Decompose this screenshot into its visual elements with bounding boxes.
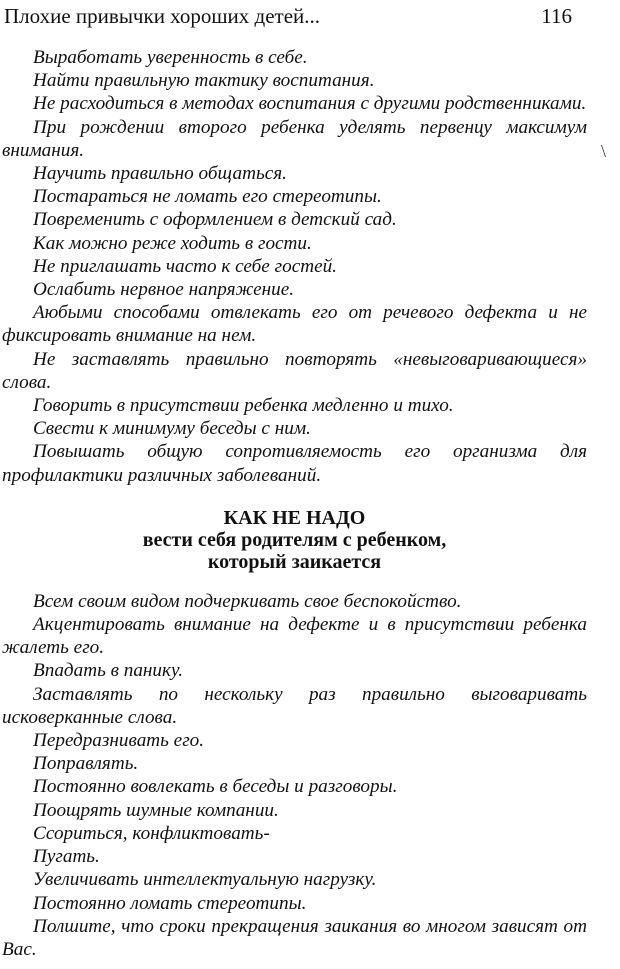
recommendations-list	[2, 46, 587, 487]
list-item: Увеличивать интеллектуальную нагрузку.	[33, 869, 377, 891]
running-title: Плохие привычки хороших детей...	[4, 4, 321, 28]
running-head	[4, 2, 572, 30]
list-item: Передразнивать его.	[33, 730, 205, 752]
list-item: Всем своим видом подчеркивать свое беспокойство.	[33, 590, 462, 612]
list-item: Постараться не ломать его стереотипы.	[33, 186, 382, 208]
list-item: Постоянно ломать стереотипы.	[33, 892, 307, 914]
heading-line-3: который заикается	[207, 550, 382, 573]
list-item: Полшите, что сроки прекращения заикания во многом зависят от Вас.	[2, 915, 587, 960]
list-item: При рождении второго ребенка уделять первенцу максимум внимания.	[2, 116, 587, 161]
list-item: Повременить с оформлением в детский сад.	[33, 209, 397, 231]
list-item: Свести к минимуму беседы с ним.	[33, 418, 311, 440]
list-item: Пугать.	[33, 846, 100, 868]
heading-line-2: вести себя родителям с ребенком,	[142, 528, 447, 551]
donts-list	[2, 590, 587, 961]
list-item: Говорить в присутствии ребенка медленно и тихо.	[33, 395, 454, 417]
list-item: Поправлять.	[33, 753, 139, 775]
list-item: Как можно реже ходить в гости.	[33, 232, 312, 254]
list-item: Научить правильно общаться.	[33, 163, 287, 185]
list-item: Аюбыми способами отвлекать его от речевого дефекта и не фиксировать внимание на нем.	[2, 302, 587, 347]
list-item: Найти правильную тактику воспитания.	[33, 70, 375, 92]
list-item: Акцентировать внимание на дефекте и в присутствии ребенка жалеть его.	[2, 614, 587, 659]
list-item: Повышать общую сопротивляемость его организма для профилактики различных заболеваний.	[2, 441, 587, 486]
page-number: 116	[541, 4, 572, 28]
page-content	[2, 46, 587, 961]
list-item: Не расходиться в методах воспитания с другими родственниками.	[33, 93, 587, 115]
section-heading	[2, 507, 587, 573]
list-item: Не приглашать часто к себе гостей.	[33, 255, 337, 277]
list-item: Ослабить нервное напряжение.	[33, 279, 295, 301]
heading-line-1: КАК НЕ НАДО	[223, 506, 366, 529]
margin-mark: \	[601, 141, 607, 161]
list-item: Не заставлять правильно повторять «невыговаривающиеся» слова.	[2, 348, 587, 393]
list-item: Поощрять шумные компании.	[33, 799, 279, 821]
list-item: Заставлять по нескольку раз правильно выговаривать исковерканные слова.	[2, 683, 587, 728]
list-item: Впадать в панику.	[33, 660, 184, 682]
list-item: Постоянно вовлекать в беседы и разговоры.	[33, 776, 398, 798]
list-item: Ссориться, конфликтовать-	[33, 822, 270, 844]
list-item: Выработать уверенность в себе.	[33, 47, 308, 68]
